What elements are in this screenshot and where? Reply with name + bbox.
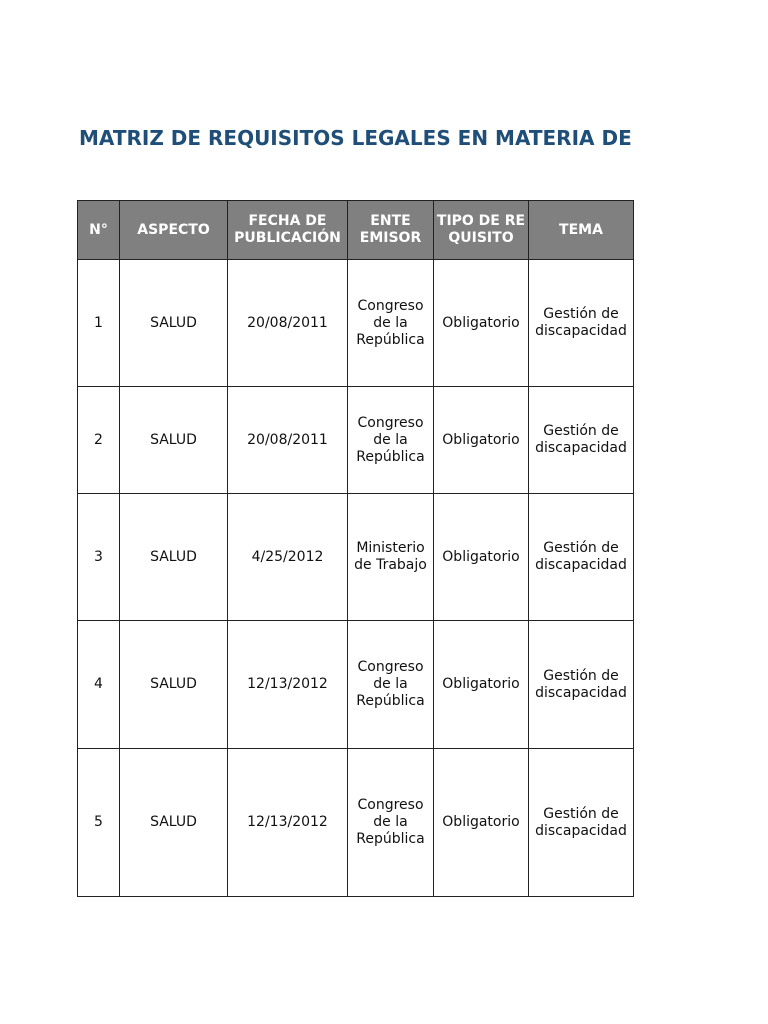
cell-num: 2 bbox=[78, 387, 120, 494]
table-row bbox=[78, 494, 634, 621]
table-row bbox=[78, 260, 634, 387]
cell-tema: Gestión de discapacidad bbox=[529, 494, 634, 621]
header-fecha: FECHA DE PUBLICACIÓN bbox=[228, 201, 348, 260]
cell-aspecto: SALUD bbox=[120, 260, 228, 387]
cell-num: 3 bbox=[78, 494, 120, 621]
cell-num: 1 bbox=[78, 260, 120, 387]
cell-fecha: 12/13/2012 bbox=[228, 621, 348, 749]
cell-num: 5 bbox=[78, 749, 120, 897]
cell-ente: Congreso de la República bbox=[348, 749, 434, 897]
cell-tipo: Obligatorio bbox=[434, 494, 529, 621]
requirements-table bbox=[77, 200, 634, 897]
cell-tipo: Obligatorio bbox=[434, 260, 529, 387]
header-tipo-label: TIPO DE REQUISITO bbox=[436, 213, 526, 246]
table-row bbox=[78, 621, 634, 749]
table-body bbox=[78, 260, 634, 897]
header-row bbox=[78, 201, 634, 260]
header-num: N° bbox=[78, 201, 120, 260]
cell-tipo: Obligatorio bbox=[434, 387, 529, 494]
cell-aspecto: SALUD bbox=[120, 387, 228, 494]
cell-fecha: 20/08/2011 bbox=[228, 260, 348, 387]
cell-num: 4 bbox=[78, 621, 120, 749]
cell-tema: Gestión de discapacidad bbox=[529, 387, 634, 494]
header-ente: ENTE EMISOR bbox=[348, 201, 434, 260]
header-aspecto: ASPECTO bbox=[120, 201, 228, 260]
cell-ente: Ministerio de Trabajo bbox=[348, 494, 434, 621]
cell-tema: Gestión de discapacidad bbox=[529, 749, 634, 897]
cell-tipo: Obligatorio bbox=[434, 621, 529, 749]
cell-ente: Congreso de la República bbox=[348, 387, 434, 494]
cell-aspecto: SALUD bbox=[120, 494, 228, 621]
header-tipo bbox=[434, 201, 529, 260]
cell-ente: Congreso de la República bbox=[348, 260, 434, 387]
table-row bbox=[78, 387, 634, 494]
cell-tema: Gestión de discapacidad bbox=[529, 260, 634, 387]
cell-aspecto: SALUD bbox=[120, 621, 228, 749]
cell-fecha: 4/25/2012 bbox=[228, 494, 348, 621]
cell-fecha: 20/08/2011 bbox=[228, 387, 348, 494]
table-header bbox=[78, 201, 634, 260]
cell-aspecto: SALUD bbox=[120, 749, 228, 897]
header-tema: TEMA bbox=[529, 201, 634, 260]
table-row bbox=[78, 749, 634, 897]
cell-ente: Congreso de la República bbox=[348, 621, 434, 749]
page-title: MATRIZ DE REQUISITOS LEGALES EN MATERIA DE bbox=[79, 126, 632, 150]
cell-fecha: 12/13/2012 bbox=[228, 749, 348, 897]
cell-tipo: Obligatorio bbox=[434, 749, 529, 897]
cell-tema: Gestión de discapacidad bbox=[529, 621, 634, 749]
